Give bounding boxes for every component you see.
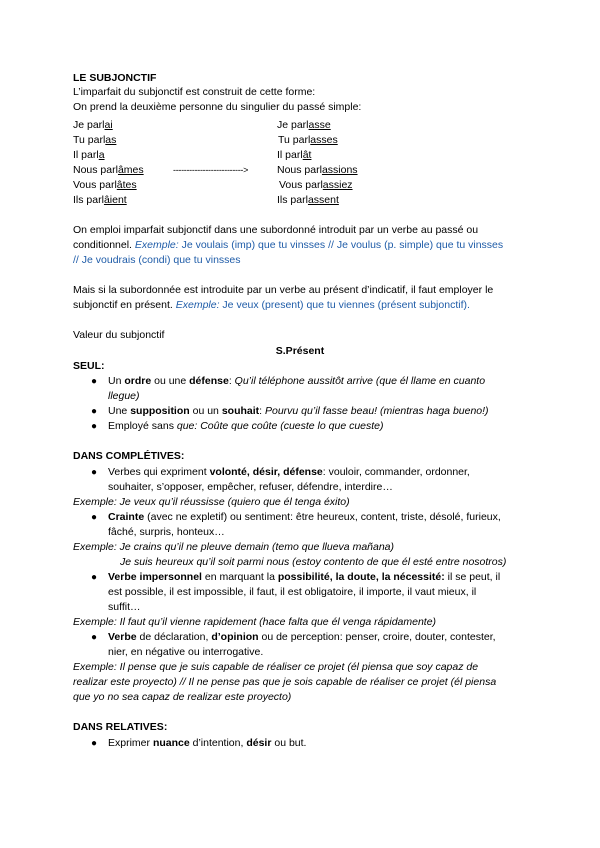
conj-right-row: Je parlasse: [277, 119, 331, 131]
relatives-item-1: Exprimer nuance d’intention, désir ou but.: [108, 737, 307, 749]
bullet: ●: [91, 632, 98, 643]
bullet: ●: [91, 512, 98, 523]
completives-item-1-cont: souhaiter, s’opposer, empêcher, refuser, défendre, interdire…: [108, 481, 393, 493]
conj-right-row: Tu parlasses: [278, 134, 338, 146]
conj-right-row: Ils parlassent: [277, 194, 339, 206]
completives-item-3: Verbe impersonnel en marquant la possibilité, la doute, la nécessité: il se peut, il: [108, 571, 501, 583]
para2-line-1: Mais si la subordonnée est introduite par un verbe au présent d’indicatif, il faut employer le: [73, 284, 494, 296]
conj-arrow: -------------------------->: [173, 165, 249, 175]
completives-example-4a: Exemple: Il pense que je suis capable de réaliser ce projet (él piensa que soy capaz de: [73, 661, 479, 673]
valeur-label: Valeur du subjonctif: [73, 329, 165, 341]
completives-item-4-cont: nier, en négative ou interrogative.: [108, 646, 264, 658]
completives-example-1: Exemple: Je veux qu’il réussisse (quiero que él tenga éxito): [73, 496, 350, 508]
conj-left-row: Vous parlâtes: [73, 179, 137, 191]
bullet: ●: [91, 376, 98, 387]
completives-example-4b: realizar este proyecto) // Il ne pense pas que je sois capable de réaliser ce projet (él piensa: [73, 676, 497, 688]
conj-left-row: Nous parlâmes: [73, 164, 144, 176]
completives-item-2: Crainte (avec ne expletif) ou sentiment: être heureux, content, triste, désolé, furieux,: [108, 511, 501, 523]
conj-left-row: Tu parlas: [73, 134, 117, 146]
seul-item-1-cont: llegue): [108, 390, 140, 402]
completives-example-4c: que yo no sea capaz de realizar este proyecto): [73, 691, 292, 703]
bullet: ●: [91, 406, 98, 417]
heading-completives: DANS COMPLÉTIVES:: [73, 450, 185, 462]
completives-example-2a: Exemple: Je crains qu’il ne pleuve demain (temo que llueva mañana): [73, 541, 395, 553]
para1-line-1: On emploi imparfait subjonctif dans une subordonné introduit par un verbe au passé ou: [73, 224, 479, 236]
conj-right-row: Nous parlassions: [277, 164, 358, 176]
heading-relatives: DANS RELATIVES:: [73, 721, 168, 733]
intro-line-1: L’imparfait du subjonctif est construit de cette forme:: [73, 86, 316, 98]
conj-left-row: Ils parlâient: [73, 194, 127, 206]
para2-line-2: subjonctif en présent. Exemple: Je veux (present) que tu viennes (présent subjonctif).: [73, 299, 470, 311]
completives-item-3-cont: est possible, il est impossible, il faut, il est obligatoire, il importe, il vaut mieux, il: [108, 586, 477, 598]
seul-item-1: Un ordre ou une défense: Qu’il téléphone aussitôt arrive (que él llame en cuanto: [108, 375, 486, 387]
document-title: LE SUBJONCTIF: [73, 72, 157, 84]
seul-item-3: Employé sans que: Coûte que coûte (cueste lo que cueste): [108, 420, 384, 432]
seul-item-2: Une supposition ou un souhait: Pourvu qu’il fasse beau! (mientras haga bueno!): [108, 405, 489, 417]
intro-line-2: On prend la deuxième personne du singulier du passé simple:: [73, 101, 362, 113]
para1-line-2: conditionnel. Exemple: Je voulais (imp) que tu vinsses // Je voulus (p. simple) que tu vinsses: [73, 239, 504, 251]
section-title-spresent: S.Présent: [275, 345, 325, 357]
bullet: ●: [91, 572, 98, 583]
conj-left-row: Je parlai: [73, 119, 113, 131]
bullet: ●: [91, 738, 98, 749]
completives-example-3: Exemple: Il faut qu’il vienne rapidement (hace falta que él venga rápidamente): [73, 616, 437, 628]
para1-line-3: // Je voudrais (condi) que tu vinsses: [73, 254, 241, 266]
bullet: ●: [91, 421, 98, 432]
completives-example-2b: Je suis heureux qu’il soit parmi nous (estoy contento de que él esté entre nosotros): [120, 556, 507, 568]
bullet: ●: [91, 467, 98, 478]
completives-item-2-cont: fâché, surpris, honteux…: [108, 526, 225, 538]
conj-right-row: Il parlât: [277, 149, 312, 161]
completives-item-3-cont2: suffit…: [108, 601, 141, 613]
completives-item-4: Verbe de déclaration, d’opinion ou de perception: penser, croire, douter, contester,: [108, 631, 496, 643]
heading-seul: SEUL:: [73, 360, 105, 372]
conj-left-row: Il parla: [73, 149, 105, 161]
conj-right-row: Vous parlassiez: [279, 179, 353, 191]
completives-item-1: Verbes qui expriment volonté, désir, défense: vouloir, commander, ordonner,: [108, 466, 470, 478]
